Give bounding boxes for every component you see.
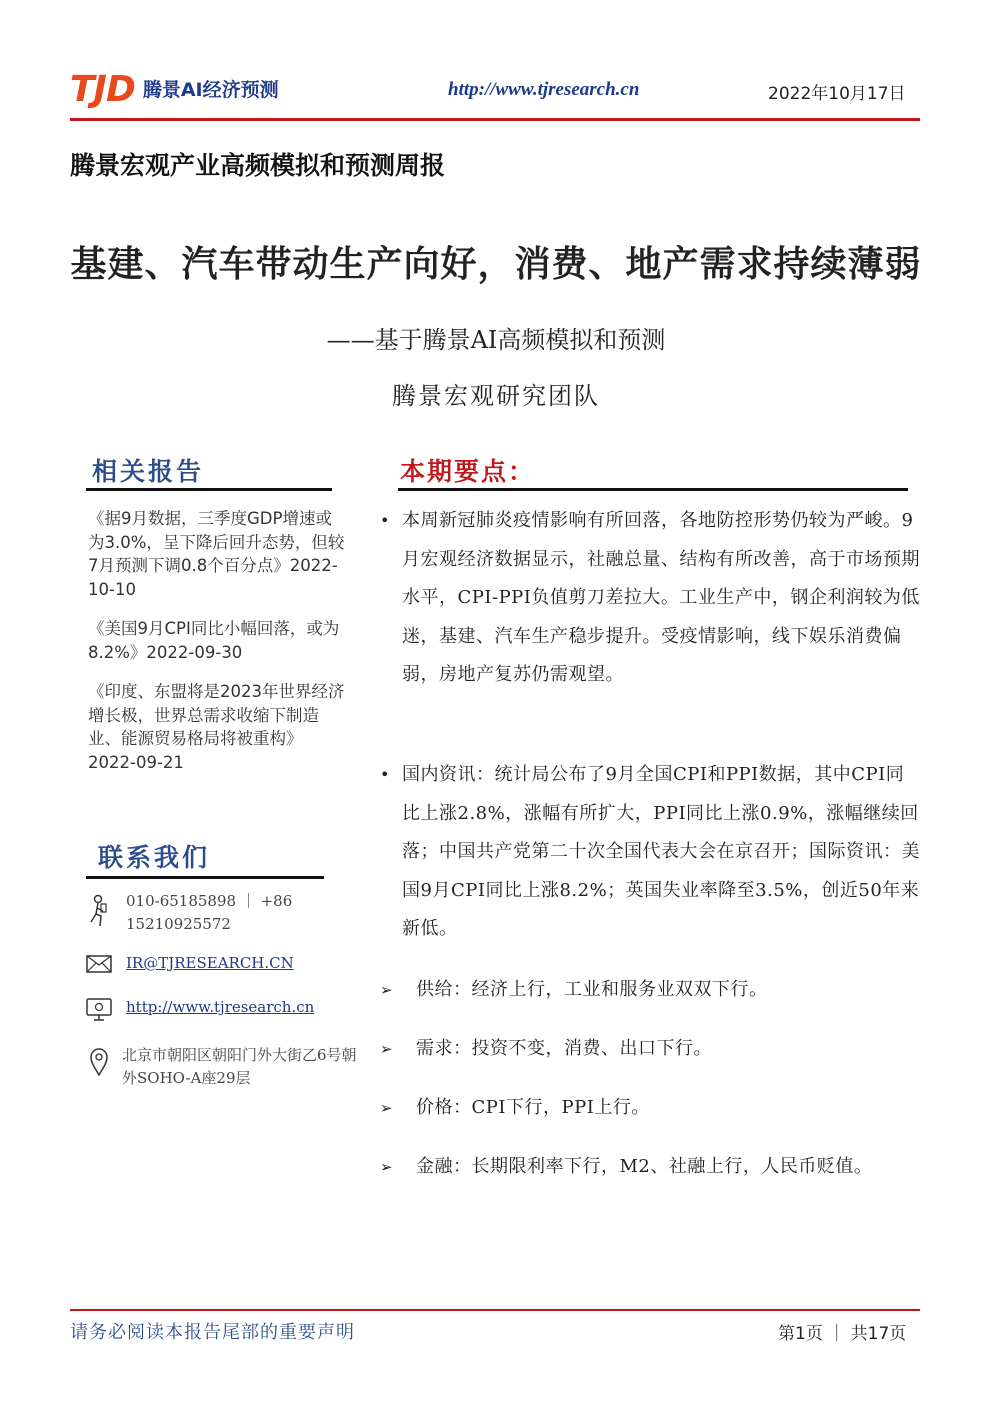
arrow-right-icon: ➢	[380, 1158, 394, 1176]
highlight-arrow-item	[380, 971, 920, 1010]
highlight-arrow-text: 供给：经济上行，工业和服务业双双下行。	[416, 979, 768, 1000]
highlights-heading-rule	[398, 488, 908, 491]
highlight-bullet-text: 本周新冠肺炎疫情影响有所回落，各地防控形势仍较为严峻。9月宏观经济数据显示，社融总量、结构有所改善，高于市场预期水平，CPI-PPI负值剪刀差拉大。工业生产中，钢企利润较为低迷，基建、汽车生产稳步提升。受疫情影响，线下娱乐消费偏弱，房地产复苏仍需观望。	[402, 510, 920, 686]
logo-name: 腾景AI经济预测	[142, 79, 279, 101]
footer-divider	[70, 1309, 920, 1311]
contact-phone-row	[86, 890, 346, 936]
contact-heading-rule	[86, 876, 324, 879]
contact-email-link[interactable]: IR@TJRESEARCH.CN	[126, 954, 294, 972]
related-report-item[interactable]: 《美国9月CPI同比小幅回落，或为8.2%》2022-09-30	[88, 619, 340, 662]
related-reports-heading: 相关报告	[92, 457, 205, 486]
highlight-arrow-item	[380, 1030, 920, 1069]
highlight-arrow-text: 金融：长期限利率下行，M2、社融上行，人民币贬值。	[416, 1156, 873, 1177]
footer-disclaimer-note: 请务必阅读本报告尾部的重要声明	[70, 1322, 355, 1343]
arrow-right-icon: ➢	[380, 981, 394, 999]
contact-website-row	[86, 996, 376, 1026]
highlights-heading: 本期要点：	[400, 457, 536, 486]
phone-icon	[86, 894, 110, 934]
contact-address: 北京市朝阳区朝阳门外大街乙6号朝外SOHO-A座29层	[122, 1046, 357, 1087]
computer-icon	[86, 998, 114, 1026]
page-indicator: 第1页 ｜ 共17页	[778, 1324, 907, 1344]
report-date: 2022年10月17日	[768, 84, 906, 104]
bullet-dot-icon: •	[380, 511, 390, 530]
related-report-item[interactable]: 《印度、东盟将是2023年世界经济增长极，世界总需求收缩下制造业、能源贸易格局将被重构》2022-09-21	[88, 682, 345, 772]
highlight-bullet	[380, 502, 920, 695]
author-team: 腾景宏观研究团队	[392, 382, 600, 410]
series-title: 腾景宏观产业高频模拟和预测周报	[70, 151, 446, 180]
highlight-arrow-text: 价格：CPI下行，PPI上行。	[416, 1097, 650, 1118]
bullet-dot-icon: •	[380, 765, 390, 784]
logo-mark: TJD	[70, 69, 135, 110]
contact-website-link[interactable]: http://www.tjresearch.cn	[126, 998, 315, 1016]
subtitle: ——基于腾景AI高频模拟和预测	[326, 326, 666, 354]
location-pin-icon	[90, 1048, 110, 1080]
brand-logo	[70, 70, 279, 110]
contact-heading: 联系我们	[98, 843, 211, 872]
arrow-right-icon: ➢	[380, 1099, 394, 1117]
highlight-bullet-text: 国内资讯：统计局公布了9月全国CPI和PPI数据，其中CPI同比上涨2.8%，涨幅有所扩大，PPI同比上涨0.9%，涨幅继续回落；中国共产党第二十次全国代表大会在京召开；国际资讯：美国9月CPI同比上涨8.2%；英国失业率降至3.5%，创近50年来新低。	[402, 764, 920, 940]
header-url-link[interactable]: http://www.tjresearch.cn	[448, 79, 640, 100]
mail-icon	[86, 955, 114, 977]
contact-address-row	[90, 1044, 370, 1090]
related-heading-rule	[86, 488, 332, 491]
contact-email-row	[86, 952, 366, 977]
contact-phone: 010-65185898 ｜ +86 15210925572	[126, 892, 293, 933]
main-title: 基建、汽车带动生产向好，消费、地产需求持续薄弱	[70, 243, 922, 285]
highlight-arrow-text: 需求：投资不变，消费、出口下行。	[416, 1038, 712, 1059]
highlight-bullet	[380, 756, 920, 949]
arrow-right-icon: ➢	[380, 1040, 394, 1058]
related-reports-list	[88, 507, 346, 790]
header-divider	[70, 118, 920, 121]
highlight-arrow-item	[380, 1089, 920, 1128]
related-report-item[interactable]: 《据9月数据，三季度GDP增速或为3.0%，呈下降后回升态势，但较7月预测下调0.8个百分点》2022-10-10	[88, 509, 345, 599]
highlight-arrow-item	[380, 1148, 920, 1187]
